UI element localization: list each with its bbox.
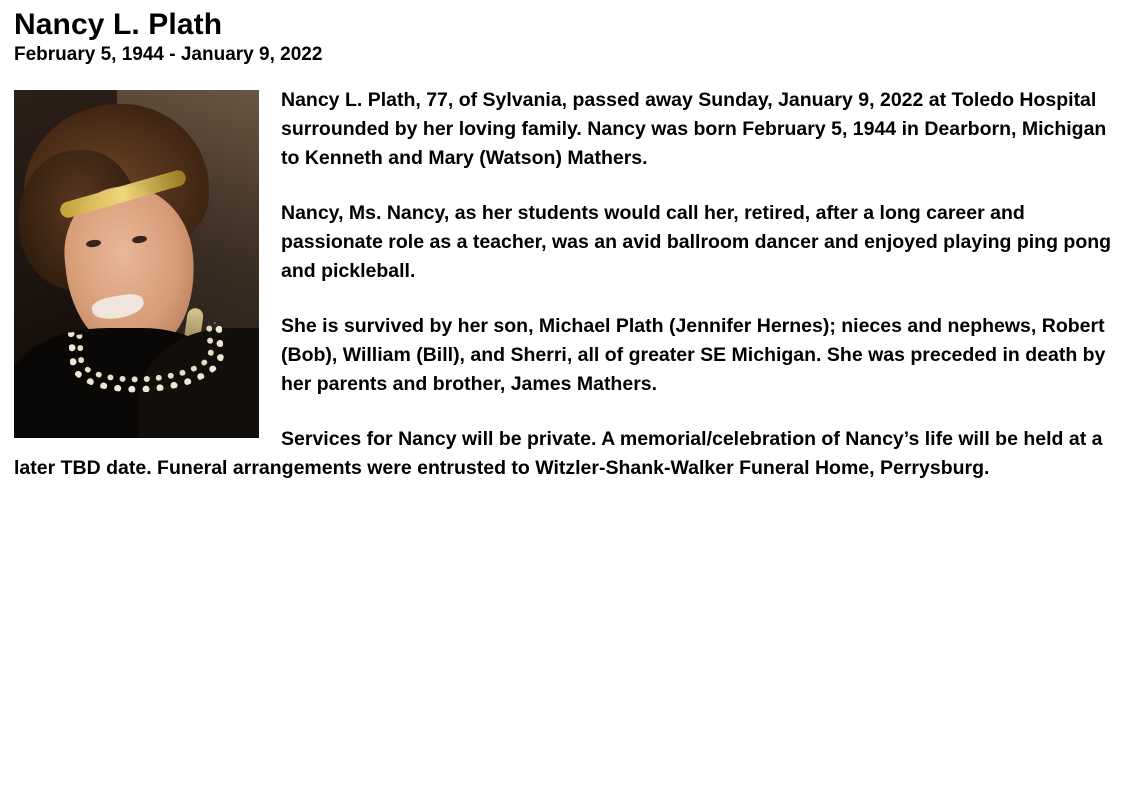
obituary-paragraph: Services for Nancy will be private. A memorial/celebration of Nancy’s life will be held at a later TBD date. Funeral arrangements were entrusted to Witzler-Shank-Walker Funeral Home, Perrysburg. [14,428,1103,479]
obituary-paragraph: Nancy L. Plath, 77, of Sylvania, passed away Sunday, January 9, 2022 at Toledo Hospital surrounded by her loving family. Nancy was born February 5, 1944 in Dearborn, Michigan to Kenneth and Mary (Watson) Mathers. [281,89,1107,169]
life-dates: February 5, 1944 - January 9, 2022 [14,44,323,65]
obituary-paragraph: Nancy, Ms. Nancy, as her students would call her, retired, after a long career and passionate role as a teacher, was an avid ballroom dancer and enjoyed playing ping pong and pickleball. [281,202,1112,282]
obituary-body [10,86,1125,483]
portrait-photo [14,90,259,438]
obituary-paragraph: She is survived by her son, Michael Plath (Jennifer Hernes); nieces and nephews, Robert (Bob), William (Bill), and Sherri, all of greater SE Michigan. She was preceded in death by her parents and brother, James Mathers. [281,315,1106,395]
page-title: Nancy L. Plath [14,8,223,41]
